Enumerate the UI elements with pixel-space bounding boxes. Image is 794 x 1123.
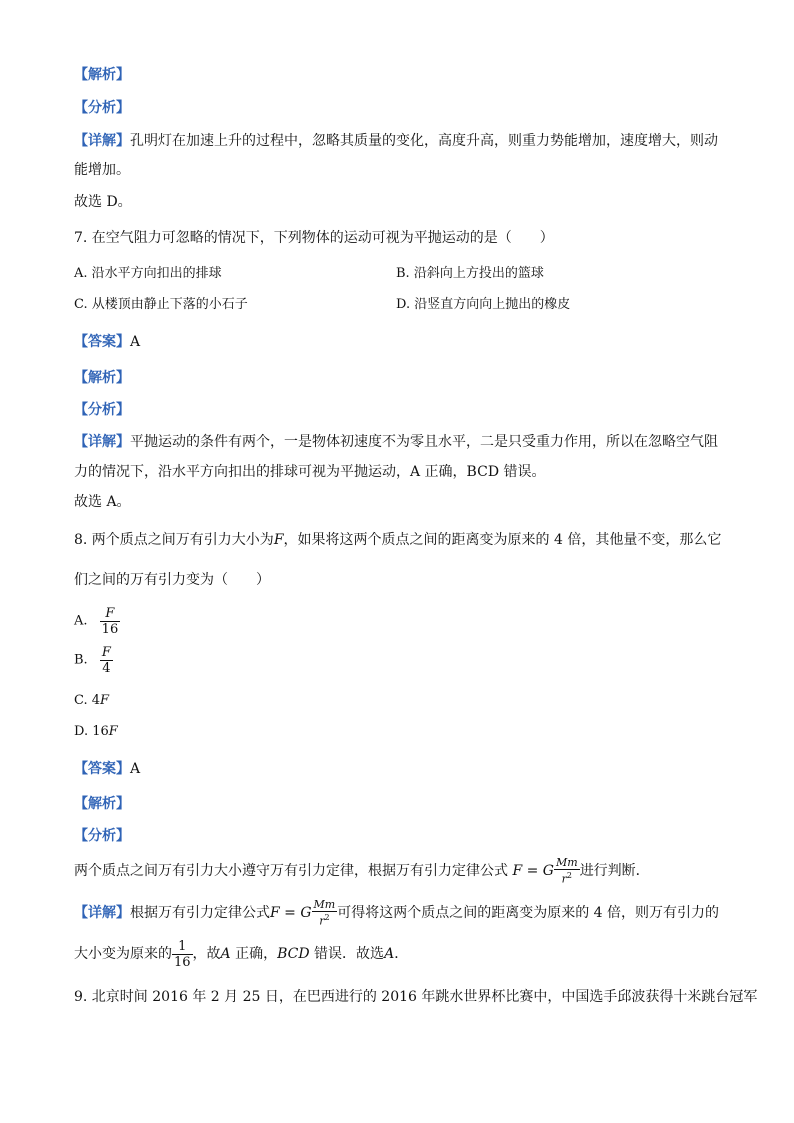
q8-analysis-paragraph: 两个质点之间万有引力大小遵守万有引力定律，根据万有引力定律公式 F = G $\frac{Mm}{r^2}$ 进行判断．	[74, 855, 650, 886]
detail-paragraph-cont: 能增加。	[74, 162, 130, 178]
result-fraction: $\frac{1}{16}$	[174, 938, 191, 970]
q7-detail-paragraph-cont: 力的情况下，沿水平方向扣出的排球可视为平抛运动，A 正确，BCD 错误。	[74, 464, 546, 480]
q8-detail-paragraph-cont: 大小变为原来的 $\frac{1}{16}$ ，故A 正确，BCD 错误．故选A．	[74, 938, 409, 970]
question-9-stem: 9. 北京时间 2016 年 2 月 25 日，在巴西进行的 2016 年跳水世界杯比赛中，中国选手邱波获得十米跳台冠军	[74, 989, 758, 1005]
conclusion: 故选 D。	[74, 194, 132, 210]
q7-section-tag-jiexi: 【解析】	[74, 370, 130, 386]
q7-section-tag-fenxi: 【分析】	[74, 402, 130, 418]
q7-option-d: D. 沿竖直方向向上抛出的橡皮	[396, 297, 571, 312]
formula-fraction: $\frac{Mm}{r^2}$	[313, 897, 336, 928]
question-8-stem: 8. 两个质点之间万有引力大小为F，如果将这两个质点之间的距离变为原来的 4 倍，其他量不变，那么它	[74, 532, 722, 548]
q7-answer: 【答案】A	[74, 334, 141, 350]
q8-option-b-fraction: $\frac{F}{4}$	[101, 645, 111, 676]
q8-answer: 【答案】A	[74, 761, 141, 777]
q7-option-a: A. 沿水平方向扣出的排球	[74, 266, 222, 281]
q8-option-b: B. $\frac{F}{4}$	[74, 645, 111, 676]
section-tag-jiexi: 【解析】	[74, 67, 130, 83]
detail-paragraph: 【详解】孔明灯在加速上升的过程中，忽略其质量的变化，高度升高，则重力势能增加，速度增大，则动	[74, 133, 718, 149]
q8-option-a: A. $\frac{F}{16}$	[74, 606, 119, 637]
question-8-stem-cont: 们之间的万有引力变为（ ）	[74, 572, 270, 588]
section-tag-fenxi: 【分析】	[74, 100, 130, 116]
q7-detail-paragraph: 【详解】平抛运动的条件有两个，一是物体初速度不为零且水平，二是只受重力作用，所以在忽略空气阻	[74, 434, 718, 450]
q8-section-tag-jiexi: 【解析】	[74, 796, 130, 812]
q8-option-c: C. 4F	[74, 693, 110, 708]
q7-option-c: C. 从楼顶由静止下落的小石子	[74, 297, 248, 312]
q7-conclusion: 故选 A。	[74, 494, 131, 510]
q8-detail-paragraph: 【详解】根据万有引力定律公式F = G $\frac{Mm}{r^2}$ 可得将这两个质点之间的距离变为原来的 4 倍，则万有引力的	[74, 897, 720, 928]
q7-option-b: B. 沿斜向上方投出的篮球	[396, 266, 544, 281]
formula-fraction: $\frac{Mm}{r^2}$	[555, 855, 578, 886]
question-7-stem: 7. 在空气阻力可忽略的情况下，下列物体的运动可视为平抛运动的是（ ）	[74, 230, 554, 246]
q8-section-tag-fenxi: 【分析】	[74, 828, 130, 844]
q8-option-a-fraction: $\frac{F}{16}$	[101, 606, 119, 637]
q8-option-d: D. 16F	[74, 724, 118, 739]
